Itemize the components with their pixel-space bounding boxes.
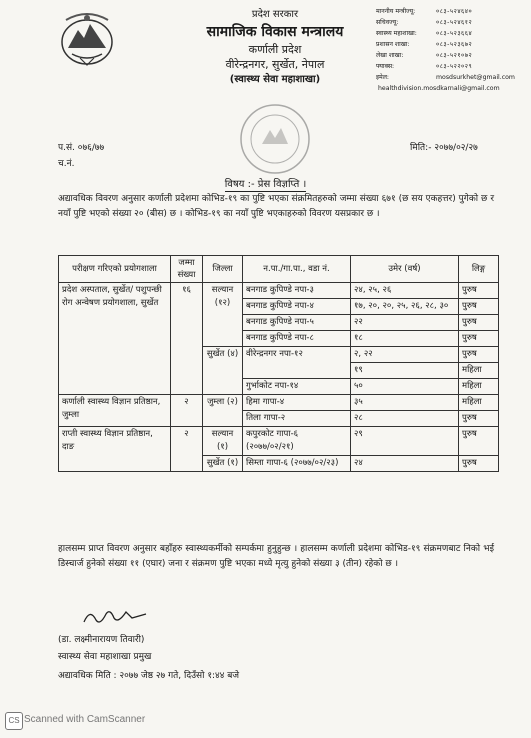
contact-row: प्रशासन शाखा: ०८३-५२३६७२ [376, 41, 473, 48]
header-sex: लिङ्ग [459, 256, 499, 283]
signer-name: (डा. लक्ष्मीनारायण तिवारी) [58, 635, 145, 645]
table-header-row [59, 256, 499, 283]
age-cell: १८ [351, 331, 459, 347]
district-cell: सुर्खेत (१) [203, 456, 243, 472]
muni-cell: बनगाड कुपिण्डे नपा-४ [243, 299, 351, 315]
contact-email-row: इमेल: mosdsurkhet@gmail.com [376, 72, 528, 83]
muni-cell: सिम्ता गापा-६ (२०७७/०२/२३) [243, 456, 351, 472]
contact-list [376, 6, 528, 94]
contact-row: स्वास्थ्य महाशाखा: ०८३-५२३६६४ [376, 30, 473, 37]
age-cell: १९ [351, 363, 459, 379]
sex-cell: पुरुष [459, 427, 499, 456]
header-municipality: न.पा./गा.पा., वडा नं. [243, 256, 351, 283]
muni-cell: बनगाड कुपिण्डे नपा-३ [243, 283, 351, 299]
dispatch-number: च.नं. [58, 159, 75, 169]
contact-row: फ्याक्स: ०८३-५२२०२९ [376, 63, 473, 70]
sex-cell: महिला [459, 395, 499, 411]
lab-cell: राप्ती स्वास्थ्य विज्ञान प्रतिष्ठान, दाङ [59, 427, 171, 472]
header-age: उमेर (वर्ष) [351, 256, 459, 283]
header-lab: परीक्षण गरिएको प्रयोगशाला [59, 256, 171, 283]
update-timestamp: अद्यावधिक मिति : २०७७ जेष्ठ २७ गते, दिउँसो १:४४ बजे [58, 671, 240, 681]
sex-cell: पुरुष [459, 299, 499, 315]
header-total: जम्मा संख्या [171, 256, 203, 283]
age-cell: २२ [351, 315, 459, 331]
contact-row: लेखा शाखा: ०८३-५२१०७२ [376, 52, 473, 59]
muni-cell: गुर्भाकोट नपा-१४ [243, 379, 351, 395]
signature-icon [80, 604, 150, 628]
district-cell: जुम्ला (२) [203, 395, 243, 427]
muni-cell: हिमा गापा-४ [243, 395, 351, 411]
age-cell: ५० [351, 379, 459, 395]
province-name: कर्णाली प्रदेश [248, 43, 302, 56]
age-cell: २४, २५, २६ [351, 283, 459, 299]
sex-cell: पुरुष [459, 411, 499, 427]
email-link[interactable]: healthdivision.mosdkarnali@gmail.com [378, 85, 500, 92]
intro-paragraph: अद्यावधिक विवरण अनुसार कर्णाली प्रदेशमा कोभिड-१९ का पुष्टि भएका संक्रमितहरुको जम्मा संख्या ६७१ (छ सय एकहत्तर) पुगेको छ र नयाँ पुष्टि भएको संख्या २० (बीस) छ । कोभिड-१९ का नयाँ पुष्टि भएकाहरुको विवरण यसप्रकार छ । [58, 194, 494, 219]
letter-date: मिति:- २०७७/०२/२७ [410, 143, 478, 153]
age-cell: २८ [351, 411, 459, 427]
header-district: जिल्ला [203, 256, 243, 283]
camscanner-logo-icon: CS [5, 712, 23, 730]
email-link[interactable]: mosdsurkhet@gmail.com [436, 74, 515, 81]
district-cell: सल्यान (१) [203, 427, 243, 456]
table-row [59, 427, 499, 456]
sex-cell: महिला [459, 363, 499, 379]
contact-row: सचिवज्यू: ०८३-५२४६१२ [376, 19, 473, 26]
table-row [59, 283, 499, 299]
muni-cell: बनगाड कुपिण्डे नपा-५ [243, 315, 351, 331]
muni-cell: कपुरकोट गापा-६ (२०७७/०२/२१) [243, 427, 351, 456]
sex-cell: पुरुष [459, 331, 499, 347]
ministry-name: सामाजिक विकास मन्त्रालय [206, 24, 344, 40]
reference-number: प.सं. ०७६/७७ [58, 143, 105, 153]
signer-title: स्वास्थ्य सेवा महाशाखा प्रमुख [58, 652, 152, 662]
sex-cell: पुरुष [459, 456, 499, 472]
sex-cell: महिला [459, 379, 499, 395]
province-government: प्रदेश सरकार [251, 9, 299, 20]
camscanner-watermark: Scanned with CamScanner [24, 714, 146, 725]
contact-email-row [376, 83, 528, 94]
district-cell: सल्यान (१२) [203, 283, 243, 347]
age-cell: १७, २०, २०, २५, २६, २८, ३० [351, 299, 459, 315]
letterhead [150, 8, 400, 87]
sex-cell: पुरुष [459, 315, 499, 331]
sex-cell: पुरुष [459, 283, 499, 299]
age-cell: २, २२ [351, 347, 459, 363]
age-cell: ३५ [351, 395, 459, 411]
total-cell: २ [171, 427, 203, 472]
division-name: (स्वास्थ्य सेवा महाशाखा) [229, 74, 321, 85]
subject-line: विषय :- प्रेस विज्ञप्ति । [224, 179, 307, 190]
sex-cell: पुरुष [459, 347, 499, 363]
table-row [59, 395, 499, 411]
total-cell: १६ [171, 283, 203, 395]
contact-row: माननीय मन्त्रीज्यू: ०८३-५२४६४० [376, 8, 473, 15]
summary-paragraph: हालसम्म प्राप्त विवरण अनुसार बहाँहरु स्वास्थ्यकर्मीको सम्पर्कमा हुनुहुन्छ । हालसम्म कर्णाली प्रदेशमा कोभिड-१९ संक्रमणबाट निको भई डिस्चार्ज हुनेको संख्या ११ (एघार) जना र संक्रमण पुष्टि भएका मध्ये मृत्यु हुनेको संख्या ३ (तीन) रहेको छ । [58, 544, 494, 569]
address: वीरेन्द्रनगर, सुर्खेत, नेपाल [225, 58, 325, 71]
official-stamp-icon [236, 100, 314, 178]
lab-cell: कर्णाली स्वास्थ्य विज्ञान प्रतिष्ठान, जुम्ला [59, 395, 171, 427]
muni-cell: वीरेन्द्रनगर नपा-१२ [243, 347, 351, 379]
nepal-emblem-icon [58, 8, 116, 68]
age-cell: २४ [351, 456, 459, 472]
muni-cell: तिला गापा-२ [243, 411, 351, 427]
case-details-table [58, 255, 499, 472]
age-cell: २९ [351, 427, 459, 456]
lab-cell: प्रदेश अस्पताल, सुर्खेत/ पशुपन्छी रोग अन्वेषण प्रयोगशाला, सुर्खेत [59, 283, 171, 395]
district-cell: सुर्खेत (४) [203, 347, 243, 395]
muni-cell: बनगाड कुपिण्डे नपा-८ [243, 331, 351, 347]
total-cell: २ [171, 395, 203, 427]
